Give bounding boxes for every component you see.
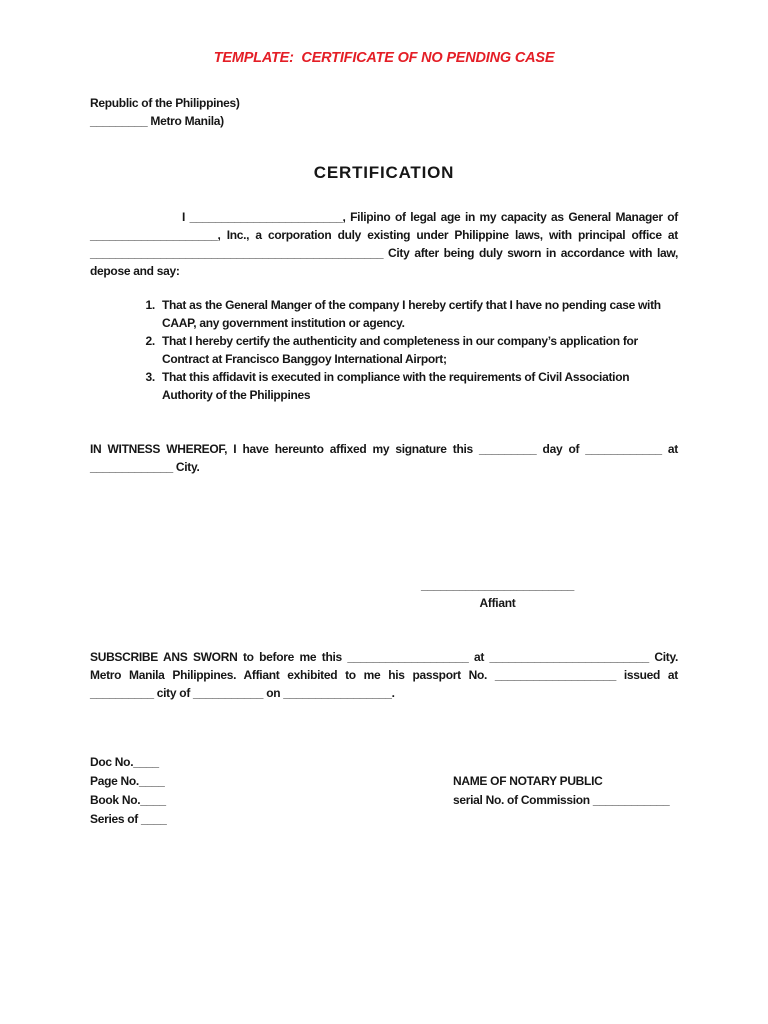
intro-paragraph: I ________________________, Filipino of legal age in my capacity as General Manager of ____________________, Inc., a corporation duly existing under Philippine laws, with principal office at ______________________________________________ City after being duly sworn in accordance with law, depose and say:	[90, 210, 678, 278]
page-no-line: Page No.____	[90, 774, 165, 788]
series-of-line: Series of ____	[90, 812, 167, 826]
commission-serial-line: serial No. of Commission ____________	[453, 793, 670, 807]
jurat-paragraph: SUBSCRIBE ANS SWORN to before me this ___________________ at _________________________ City. Metro Manila Philippines. Affiant exhibited to me his passport No. ___________________ issued at __________ city of ___________ on _________________.	[90, 650, 678, 700]
statement-item-3: 3. That this affidavit is executed in compliance with the requirements of Civil Association Authority of the Philippines	[158, 368, 664, 404]
venue-city-line: _________ Metro Manila)	[90, 114, 224, 128]
venue-republic-line: Republic of the Philippines)	[90, 96, 240, 110]
statements-list	[90, 296, 678, 404]
notary-public-name: NAME OF NOTARY PUBLIC	[453, 774, 603, 788]
affiant-signature-block	[410, 576, 585, 612]
notarial-block	[90, 753, 678, 829]
witness-paragraph: IN WITNESS WHEREOF, I have hereunto affixed my signature this _________ day of ____________ at _____________ City.	[90, 442, 678, 474]
statement-item-1: 1. That as the General Manger of the company I hereby certify that I have no pending case with CAAP, any government institution or agency.	[158, 296, 664, 332]
notary-public-block	[453, 772, 669, 810]
affiant-label: Affiant	[479, 596, 516, 610]
affiant-signature-line: ________________________	[421, 578, 574, 592]
doc-no-line: Doc No.____	[90, 755, 159, 769]
statement-item-2: 2. That I hereby certify the authenticity and completeness in our company’s application for Contract at Francisco Banggoy International Airport;	[158, 332, 664, 368]
template-title: TEMPLATE: CERTIFICATE OF NO PENDING CASE	[213, 50, 555, 66]
venue-block	[90, 94, 678, 130]
book-no-line: Book No.____	[90, 793, 166, 807]
certification-heading: CERTIFICATION	[313, 163, 455, 182]
